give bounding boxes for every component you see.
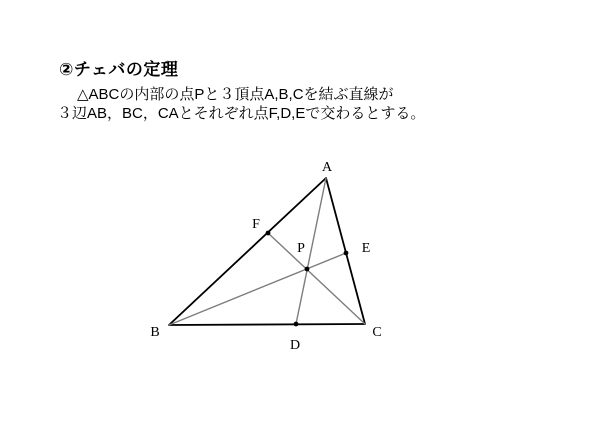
triangle-side-BC: [169, 324, 365, 325]
point-label-B: B: [150, 325, 160, 340]
point-dot-E: [344, 251, 349, 256]
point-label-C: C: [372, 325, 382, 340]
point-label-P: P: [297, 241, 305, 256]
section-title: ②チェバの定理: [59, 60, 179, 79]
point-dot-P: [305, 267, 310, 272]
description-line-1: △ABCの内部の点Pと３頂点A,B,Cを結ぶ直線が: [77, 86, 394, 103]
point-dot-F: [266, 231, 271, 236]
point-label-D: D: [289, 338, 301, 353]
point-label-A: A: [321, 160, 333, 175]
point-dot-D: [294, 322, 299, 327]
description-line-2: ３辺AB，BC，CAとそれぞれ点F,D,Eで交わるとする。: [57, 105, 426, 122]
point-label-F: F: [252, 217, 260, 232]
point-label-E: E: [361, 241, 371, 256]
cevian-line-BE: [169, 253, 346, 325]
